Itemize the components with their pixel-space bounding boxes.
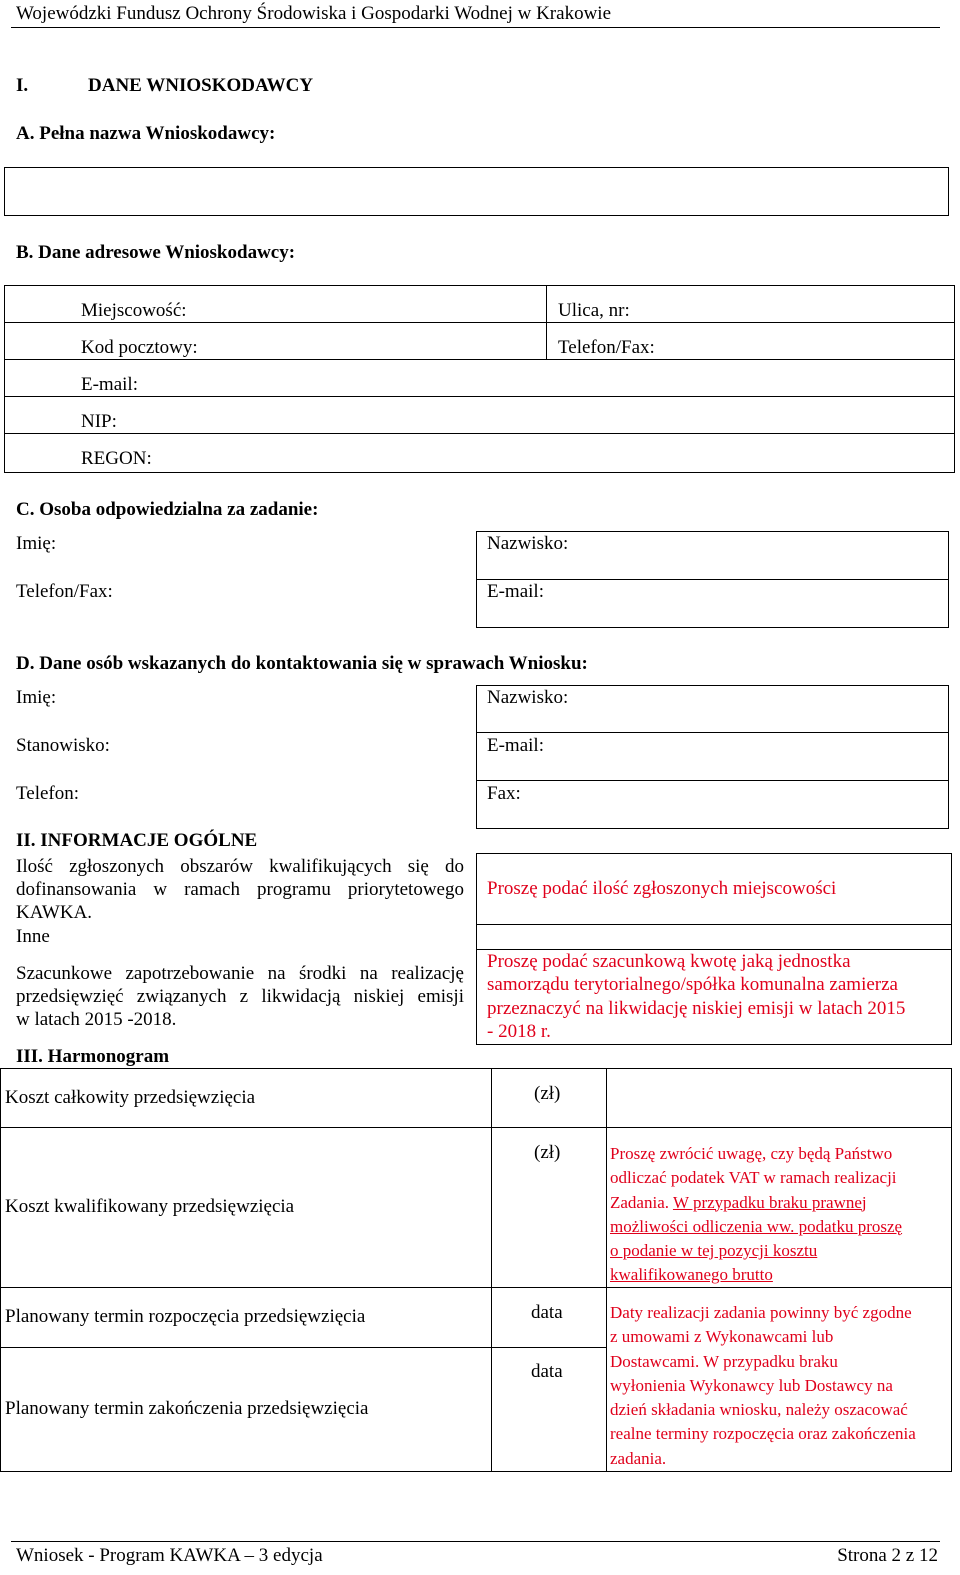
vat-note-line-4: możliwości odliczenia ww. podatku proszę xyxy=(610,1216,903,1236)
q2-line-3: w latach 2015 -2018. xyxy=(16,1009,177,1031)
vat-note-line-3 xyxy=(610,1191,948,1215)
contact-email-label: E-mail: xyxy=(487,581,544,602)
subsection-d-title: D. Dane osób wskazanych do kontaktowania się w sprawach Wniosku: xyxy=(16,653,588,674)
contact-phone-fax-label: Telefon/Fax: xyxy=(16,581,113,602)
email-label: E-mail: xyxy=(81,374,138,395)
d-phone-label: Telefon: xyxy=(16,783,80,804)
contact-first-name-label: Imię: xyxy=(16,533,57,554)
d-fax-label: Fax: xyxy=(487,783,521,804)
subsection-c-title: C. Osoba odpowiedzialna za zadanie: xyxy=(16,499,319,520)
q2-line-1: Szacunkowe zapotrzebowanie na środki na realizację xyxy=(16,963,464,984)
q2-line-2: przedsięwzięć związanych z likwidacją niskiej emisji xyxy=(16,986,464,1008)
contact-surname-label: Nazwisko: xyxy=(487,533,569,554)
q2-hint-line-4: - 2018 r. xyxy=(487,1020,551,1042)
dates-note-line-2: z umowami z Wykonawcami lub xyxy=(610,1327,834,1347)
vat-note-line-6: kwalifikowanego brutto xyxy=(610,1265,773,1285)
header-rule xyxy=(11,27,940,28)
q2-question xyxy=(16,962,464,1032)
vat-note-line-2: odliczać podatek VAT w ramach realizacji xyxy=(610,1168,897,1188)
d-email-label: E-mail: xyxy=(487,735,544,756)
nip-label: NIP: xyxy=(81,411,117,432)
vat-note-line-3-start: Zadania. xyxy=(610,1192,669,1212)
dates-note xyxy=(610,1301,948,1471)
end-date-unit: data xyxy=(531,1361,563,1382)
footer-left: Wniosek - Program KAWKA – 3 edycja xyxy=(16,1545,323,1566)
end-date-label: Planowany termin zakończenia przedsięwzięcia xyxy=(5,1398,369,1419)
vat-note-line-5: o podanie w tej pozycji kosztu xyxy=(610,1241,818,1261)
dates-note-line-3: Dostawcami. W przypadku braku xyxy=(610,1351,838,1371)
d-surname-label: Nazwisko: xyxy=(487,687,569,708)
section-number: I. xyxy=(16,75,29,96)
q1-line-2: dofinansowania w ramach programu priorytetowego xyxy=(16,879,464,901)
dates-note-line-6: realne terminy rozpoczęcia oraz zakończenia xyxy=(610,1424,916,1444)
d-first-name-label: Imię: xyxy=(16,687,57,708)
dates-note-line-7: zadania. xyxy=(610,1448,667,1468)
total-cost-label: Koszt całkowity przedsięwzięcia xyxy=(5,1087,256,1108)
q2-hint xyxy=(487,950,942,1043)
dates-note-line-5: dzień składania wniosku, należy oszacować xyxy=(610,1400,908,1420)
vat-note-line-3-underlined: W przypadku braku prawnej xyxy=(672,1192,867,1212)
eligible-cost-unit: (zł) xyxy=(534,1142,561,1163)
q1-line-3: KAWKA. xyxy=(16,902,93,924)
q1-line-1: Ilość zgłoszonych obszarów kwalifikujących się do xyxy=(16,856,464,877)
street-label: Ulica, nr: xyxy=(558,300,630,321)
footer-page-number: Strona 2 z 12 xyxy=(837,1545,938,1566)
applicant-name-field[interactable] xyxy=(4,167,949,216)
dates-note-line-4: wyłonienia Wykonawcy lub Dostawcy na xyxy=(610,1375,893,1395)
d-position-label: Stanowisko: xyxy=(16,735,110,756)
eligible-cost-label: Koszt kwalifikowany przedsięwzięcia xyxy=(5,1196,295,1217)
other-label: Inne xyxy=(16,926,50,947)
regon-label: REGON: xyxy=(81,448,152,469)
total-cost-unit: (zł) xyxy=(534,1083,561,1104)
q1-hint: Proszę podać ilość zgłoszonych miejscowości xyxy=(487,878,837,899)
postal-code-label: Kod pocztowy: xyxy=(81,337,198,358)
vat-note xyxy=(610,1142,948,1288)
section-title: DANE WNIOSKODAWCY xyxy=(88,75,314,96)
q1-question xyxy=(16,855,464,925)
section3-title: III. Harmonogram xyxy=(16,1046,170,1067)
footer-rule xyxy=(11,1541,940,1542)
page-header-title: Wojewódzki Fundusz Ochrony Środowiska i Gospodarki Wodnej w Krakowie xyxy=(16,3,612,24)
dates-note-line-1: Daty realizacji zadania powinny być zgodne xyxy=(610,1303,912,1322)
q2-hint-line-2: samorządu terytorialnego/spółka komunalna zamierza xyxy=(487,974,898,996)
section2-title: II. INFORMACJE OGÓLNE xyxy=(16,830,258,851)
start-date-label: Planowany termin rozpoczęcia przedsięwzięcia xyxy=(5,1306,366,1327)
start-date-unit: data xyxy=(531,1302,563,1323)
subsection-a-title: A. Pełna nazwa Wnioskodawcy: xyxy=(16,123,276,144)
subsection-b-title: B. Dane adresowe Wnioskodawcy: xyxy=(16,242,296,263)
city-label: Miejscowość: xyxy=(81,300,187,321)
q2-hint-line-1: Proszę podać szacunkową kwotę jaką jednostka xyxy=(487,951,851,972)
q2-hint-line-3: przeznaczyć na likwidację niskiej emisji w latach 2015 xyxy=(487,997,906,1019)
vat-note-line-1: Proszę zwrócić uwagę, czy będą Państwo xyxy=(610,1144,893,1163)
phone-fax-label: Telefon/Fax: xyxy=(558,337,655,358)
